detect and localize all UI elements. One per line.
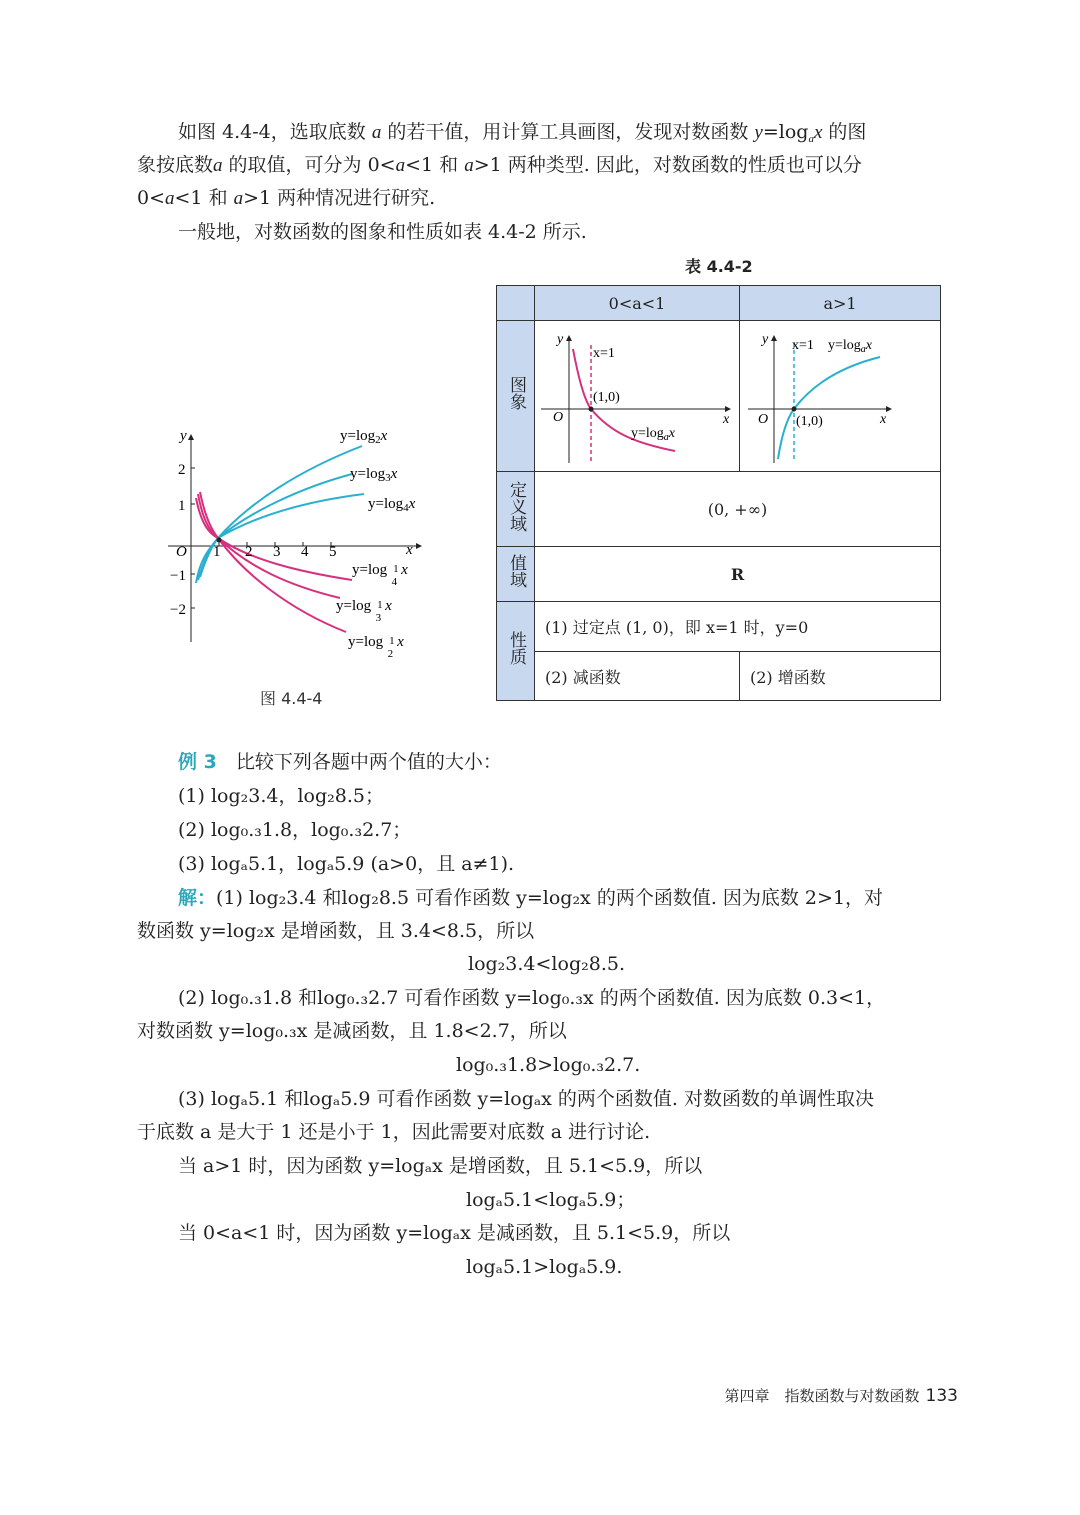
fig-x-label: x: [406, 542, 413, 558]
fig-origin: O: [176, 544, 187, 560]
chapter-title: 第四章 指数函数与对数函数: [724, 1387, 920, 1405]
example-q3: (3) logₐ5.1，logₐ5.9 (a>0，且 a≠1).: [178, 853, 515, 875]
property-fixed-point: (1) 过定点 (1, 0)，即 x=1 时，y=0: [535, 602, 941, 652]
property-increasing: (2) 增函数: [740, 652, 941, 701]
label-log3: $y=\log_3x$: [350, 466, 398, 484]
fig-tick-y: −2: [170, 602, 186, 618]
table-caption: 表 4.4-2: [685, 257, 753, 276]
solution-line-10: logₐ5.1<logₐ5.9；: [466, 1189, 636, 1211]
fig-tick-y: 2: [178, 462, 186, 478]
g1-origin: O: [553, 410, 564, 425]
fig-tick-x: 4: [301, 544, 309, 560]
solution-line-7: (3) logₐ5.1 和logₐ5.9 可看作函数 y=logₐx 的两个函数值. 对数函数的单调性取决: [178, 1088, 875, 1110]
solution-line-5: 对数函数 y=log₀.₃x 是减函数，且 1.8<2.7，所以: [137, 1020, 567, 1042]
row-head-graph: 图象: [497, 321, 535, 472]
table-corner: [497, 286, 535, 321]
example-q1: (1) log₂3.4，log₂8.5；: [178, 785, 384, 807]
solution-line-8: 于底数 a 是大于 1 还是小于 1，因此需要对底数 a 进行讨论.: [137, 1121, 651, 1143]
header-col-increasing: a>1: [740, 286, 941, 321]
g1-curve-label: $y=\log_ax$: [631, 426, 676, 443]
g2-asymptote-label: x=1: [792, 338, 814, 353]
solution-line-11: 当 0<a<1 时，因为函数 y=logₐx 是减函数，且 5.1<5.9，所以: [178, 1222, 731, 1244]
intro-line-3: 0<a<1 和 a>1 两种情况进行研究.: [137, 187, 436, 209]
graph-increasing: [740, 321, 940, 467]
page-number: 133: [925, 1386, 958, 1406]
g2-curve-label: $y=\log_ax$: [828, 338, 873, 355]
fig-tick-y: 1: [178, 498, 186, 514]
graph-increasing-cell: [740, 321, 941, 472]
example-heading: 例 3 比较下列各题中两个值的大小：: [178, 751, 502, 773]
fig-tick-x: 1: [213, 544, 221, 560]
label-log-1-3: y=log 1 3x: [336, 598, 392, 624]
example-q2: (2) log₀.₃1.8，log₀.₃2.7；: [178, 819, 412, 841]
solution-line-6: log₀.₃1.8>log₀.₃2.7.: [456, 1054, 641, 1076]
fig-tick-x: 3: [273, 544, 281, 560]
fig-y-label: y: [180, 428, 187, 444]
properties-table: [496, 285, 941, 701]
label-log-1-2: y=log 1 2x: [348, 634, 404, 660]
intro-line-4: 一般地，对数函数的图象和性质如表 4.4-2 所示.: [178, 221, 587, 243]
figure-log-curves: [160, 420, 450, 670]
label-log-1-4: y=log 1 4x: [352, 562, 408, 588]
fig-tick-x: 2: [245, 544, 253, 560]
g2-x-label: x: [880, 412, 887, 427]
solution-line-4: (2) log₀.₃1.8 和log₀.₃2.7 可看作函数 y=log₀.₃x 的两个函数值. 因为底数 0.3<1，: [178, 987, 886, 1009]
label-log2: $y=\log_2x$: [340, 428, 388, 446]
g1-y-label: y: [557, 332, 564, 347]
fig-tick-x: 5: [329, 544, 337, 560]
page-footer: [725, 1385, 958, 1406]
row-head-domain: 定义域: [497, 472, 535, 547]
solution-line-12: logₐ5.1>logₐ5.9.: [466, 1256, 623, 1278]
intro-line-2: 象按底数a 的取值，可分为 0<a<1 和 a>1 两种类型. 因此，对数函数的性质也可以分: [137, 154, 862, 176]
property-decreasing: (2) 减函数: [535, 652, 740, 701]
solution-line-2: 数函数 y=log₂x 是增函数，且 3.4<8.5，所以: [137, 920, 535, 942]
fig-tick-y: −1: [170, 568, 186, 584]
g2-y-label: y: [762, 332, 769, 347]
solution-line-1: 解：(1) log₂3.4 和log₂8.5 可看作函数 y=log₂x 的两个函数值. 因为底数 2>1，对: [178, 887, 884, 909]
graph-decreasing-cell: [535, 321, 740, 472]
figure-caption: 图 4.4-4: [260, 689, 323, 708]
range-value: R: [535, 547, 941, 602]
solution-line-3: log₂3.4<log₂8.5.: [468, 953, 625, 975]
intro-line-1: 如图 4.4-4，选取底数 a 的若干值，用计算工具画图，发现对数函数 $y=\log_ax$ 的图: [178, 121, 867, 145]
g1-point-label: (1,0): [593, 390, 620, 405]
domain-value: (0, +∞): [535, 472, 941, 547]
solution-line-9: 当 a>1 时，因为函数 y=logₐx 是增函数，且 5.1<5.9，所以: [178, 1155, 703, 1177]
g1-asymptote-label: x=1: [593, 346, 615, 361]
row-head-range: 值域: [497, 547, 535, 602]
row-head-properties: 性质: [497, 602, 535, 701]
g1-x-label: x: [723, 412, 730, 427]
g2-point-label: (1,0): [796, 414, 823, 429]
graph-decreasing: [535, 321, 739, 467]
g2-origin: O: [758, 412, 769, 427]
header-col-decreasing: 0<a<1: [535, 286, 740, 321]
label-log4: $y=\log_4x$: [368, 496, 416, 514]
